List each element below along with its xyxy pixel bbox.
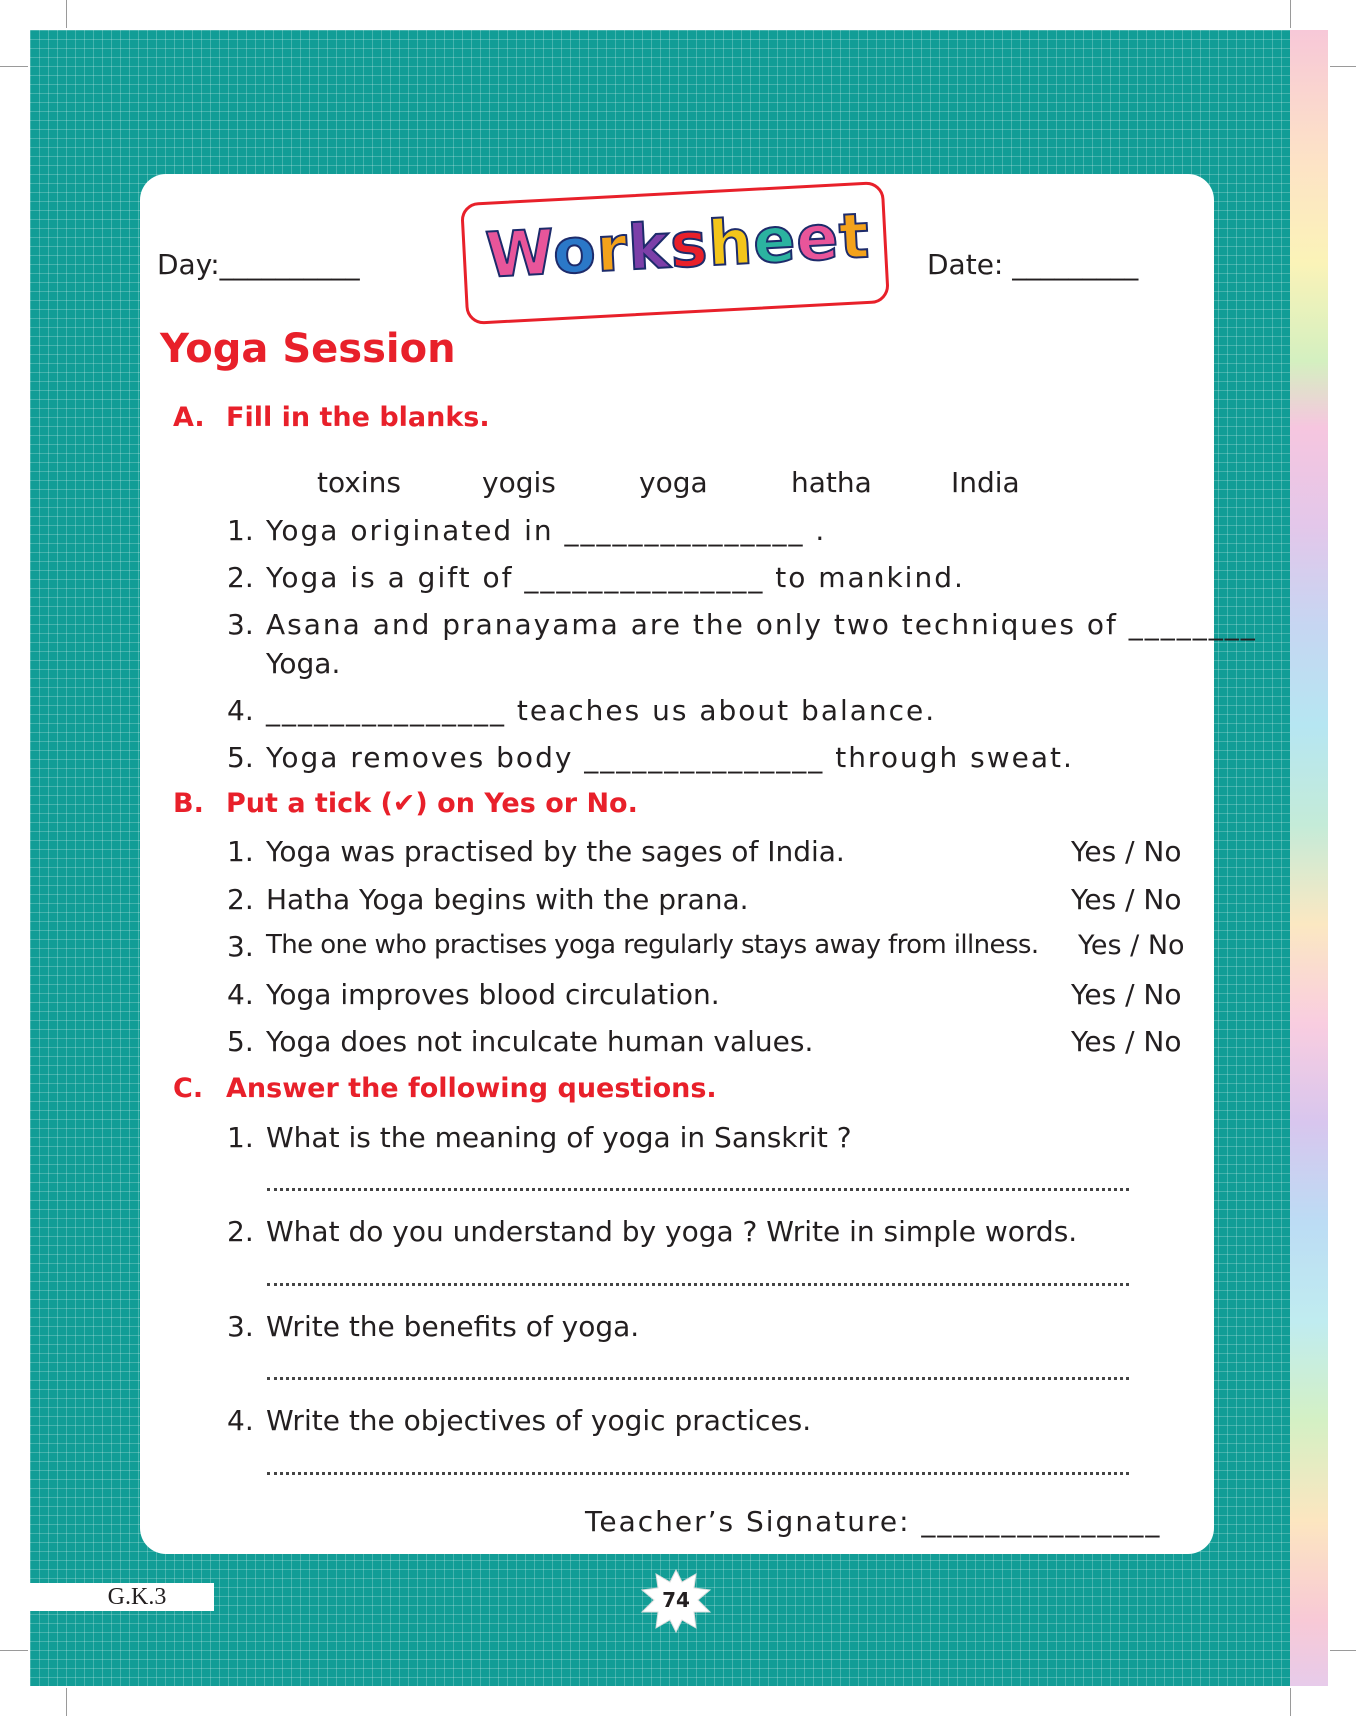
tick-question: The one who practises yoga regularly stays away from illness. xyxy=(266,930,1039,960)
worksheet-title: Worksheet xyxy=(483,198,872,292)
section-a-marker: A. xyxy=(173,402,205,433)
question-number: 5. xyxy=(227,1025,254,1058)
question-number: 5. xyxy=(227,741,254,774)
yes-no-choice[interactable]: Yes / No xyxy=(1078,930,1185,961)
teacher-signature[interactable]: Teacher’s Signature: _______________ xyxy=(585,1505,1162,1538)
answer-question: Write the benefits of yoga. xyxy=(266,1310,640,1343)
answer-line[interactable] xyxy=(267,1472,1129,1475)
section-b-marker: B. xyxy=(173,788,204,819)
page-title: Yoga Session xyxy=(160,326,456,372)
crop-mark xyxy=(0,1650,28,1651)
fill-blank-question[interactable]: Yoga removes body _______________ through sweat. xyxy=(266,741,1074,774)
tick-question: Yoga improves blood circulation. xyxy=(266,978,720,1011)
section-c-heading: Answer the following questions. xyxy=(226,1073,717,1104)
question-number: 4. xyxy=(227,694,254,727)
fill-blank-question[interactable]: Yoga is a gift of _______________ to mankind. xyxy=(266,561,965,594)
word-bank-item: India xyxy=(951,466,1020,499)
crop-mark xyxy=(1290,0,1291,28)
tick-question: Hatha Yoga begins with the prana. xyxy=(266,883,749,916)
section-a-heading: Fill in the blanks. xyxy=(226,402,490,433)
word-bank-item: yogis xyxy=(482,466,556,499)
crop-mark xyxy=(1330,1650,1356,1651)
fill-blank-question[interactable]: Yoga originated in _______________ . xyxy=(266,514,827,547)
question-number: 1. xyxy=(227,1121,254,1154)
yes-no-choice[interactable]: Yes / No xyxy=(1071,883,1182,916)
answer-question: Write the objectives of yogic practices. xyxy=(266,1404,812,1437)
book-label: G.K.3 xyxy=(30,1583,214,1611)
answer-line[interactable] xyxy=(267,1188,1129,1191)
page-number: 74 xyxy=(662,1588,690,1612)
side-color-strip xyxy=(1290,30,1328,1686)
question-number: 2. xyxy=(227,1215,254,1248)
fill-blank-question[interactable]: Asana and pranayama are the only two techniques of ________ xyxy=(266,608,1257,641)
crop-mark xyxy=(66,0,67,28)
date-field[interactable]: Date: _________ xyxy=(927,248,1139,281)
question-number: 4. xyxy=(227,1404,254,1437)
question-number: 3. xyxy=(227,930,254,963)
question-number: 3. xyxy=(227,608,254,641)
question-number: 4. xyxy=(227,978,254,1011)
fill-blank-question[interactable]: _______________ teaches us about balance. xyxy=(266,694,937,727)
yes-no-choice[interactable]: Yes / No xyxy=(1071,978,1182,1011)
crop-mark xyxy=(1330,66,1356,67)
yes-no-choice[interactable]: Yes / No xyxy=(1071,1025,1182,1058)
question-number: 2. xyxy=(227,561,254,594)
tick-question: Yoga was practised by the sages of India. xyxy=(266,835,845,868)
crop-mark xyxy=(0,66,28,67)
word-bank-item: toxins xyxy=(317,466,401,499)
answer-question: What do you understand by yoga ? Write in simple words. xyxy=(266,1215,1078,1248)
tick-question: Yoga does not inculcate human values. xyxy=(266,1025,814,1058)
section-c-marker: C. xyxy=(173,1073,204,1104)
answer-question: What is the meaning of yoga in Sanskrit ? xyxy=(266,1121,852,1154)
question-number: 2. xyxy=(227,883,254,916)
fill-blank-continuation: Yoga. xyxy=(266,647,341,680)
answer-line[interactable] xyxy=(267,1377,1129,1380)
word-bank-item: yoga xyxy=(639,466,708,499)
worksheet-title-badge xyxy=(460,181,890,325)
crop-mark xyxy=(1290,1688,1291,1716)
yes-no-choice[interactable]: Yes / No xyxy=(1071,835,1182,868)
question-number: 1. xyxy=(227,835,254,868)
question-number: 1. xyxy=(227,514,254,547)
word-bank-item: hatha xyxy=(791,466,872,499)
day-field[interactable]: Day:__________ xyxy=(157,248,360,281)
section-b-heading: Put a tick (✔) on Yes or No. xyxy=(226,788,638,819)
question-number: 3. xyxy=(227,1310,254,1343)
crop-mark xyxy=(66,1688,67,1716)
answer-line[interactable] xyxy=(267,1283,1129,1286)
